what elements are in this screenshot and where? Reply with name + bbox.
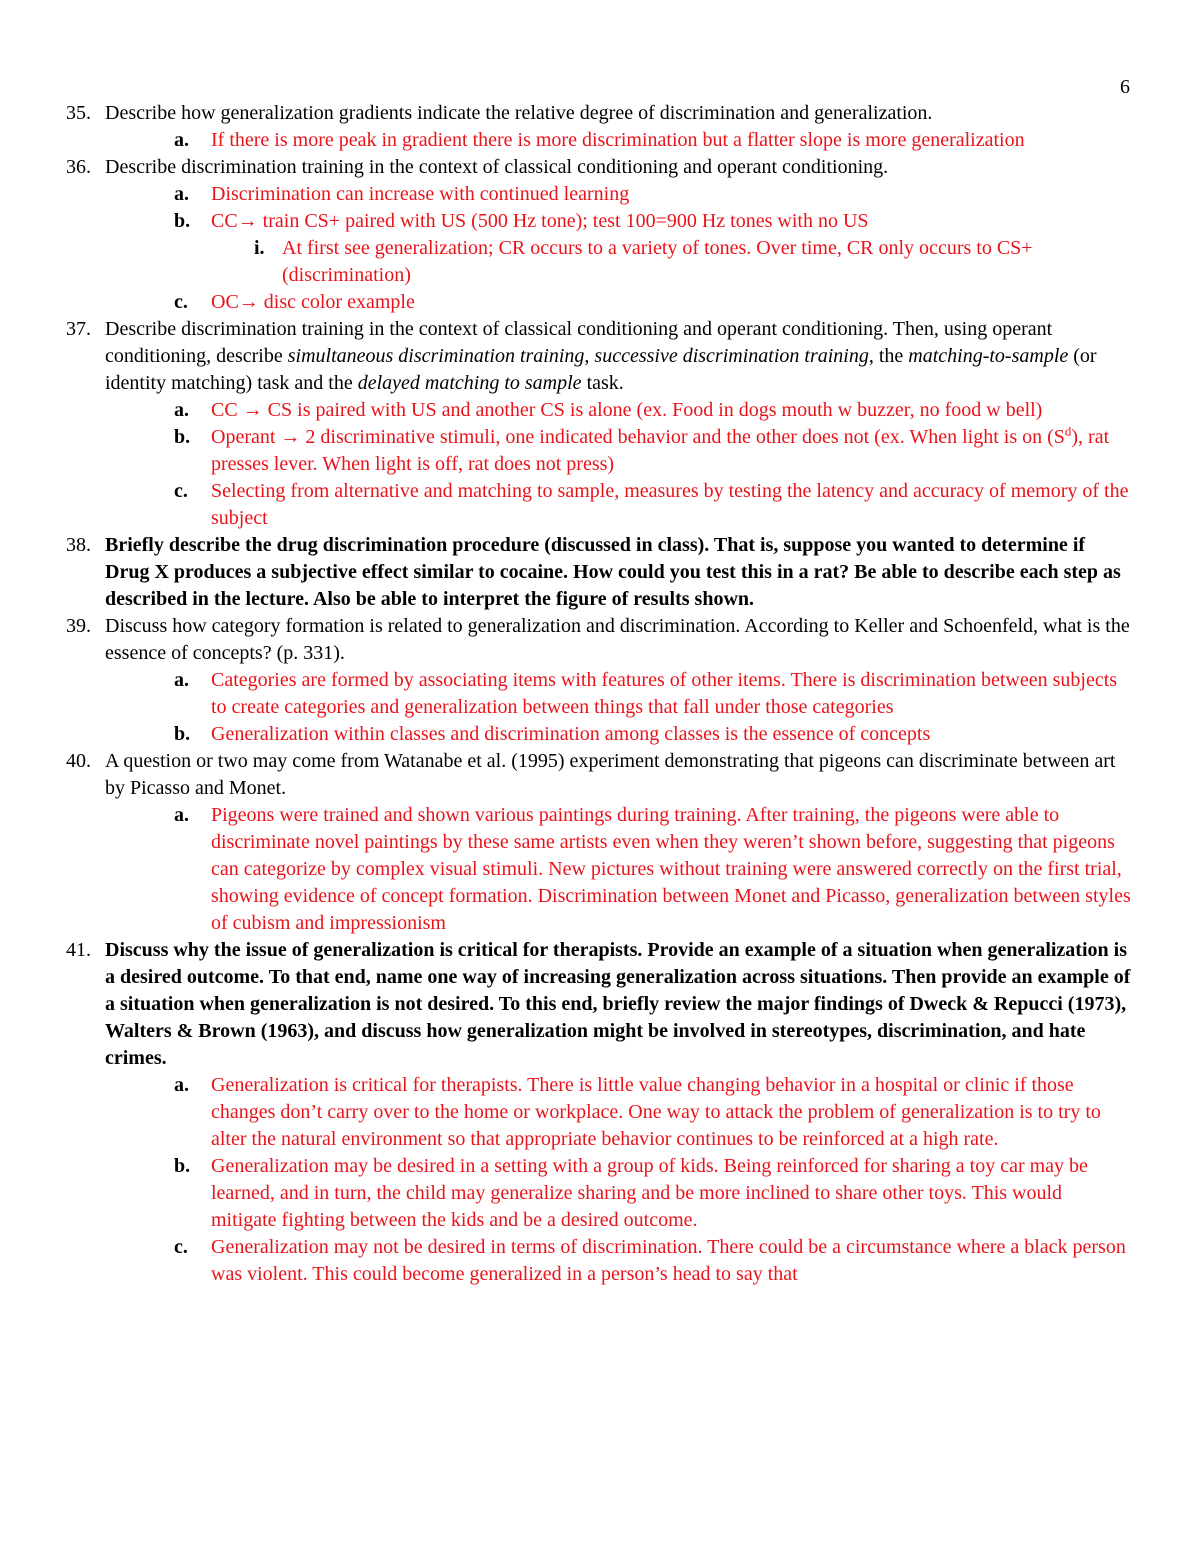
answer-text: Operant → 2 discriminative stimuli, one indicated behavior and the other does not (ex. When light is on $(S^d)$, rat presses lever. When light is off, rat does not press): [211, 423, 1110, 475]
answer-letter: b.: [174, 723, 191, 745]
answer-letter: c.: [174, 291, 188, 313]
question-number: 35.: [66, 102, 91, 124]
answer-letter: c.: [174, 480, 188, 502]
answer-text: Generalization is critical for therapists. There is little value changing behavior in a hospital or clinic if those changes don’t carry over to the home or workplace. One way to attack the problem of generalization is to try to alter the natural environment so that appropriate behavior continues to be reinforced at a high rate.: [211, 1074, 1101, 1150]
question-text: Briefly describe the drug discrimination procedure (discussed in class). That is, suppose you wanted to determine if Drug X produces a subjective effect similar to cocaine. How could you test this in a rat? Be able to describe each step as described in the lecture. Also be able to interpret the figure of results shown.: [105, 534, 1121, 610]
answer-41c: [174, 1234, 1132, 1288]
answer-letter: i.: [254, 237, 265, 259]
answer-37a: [174, 397, 1132, 424]
answer-text: Generalization may be desired in a setting with a group of kids. Being reinforced for sharing a toy car may be learned, and in turn, the child may generalize sharing and be more inclined to share other toys. This would mitigate fighting between the kids and be a desired outcome.: [211, 1155, 1088, 1231]
question-37: [66, 316, 1132, 397]
question-number: 37.: [66, 318, 91, 340]
answer-41a: [174, 1072, 1132, 1153]
answer-letter: a.: [174, 1074, 189, 1096]
answer-37c: [174, 478, 1132, 532]
question-number: 40.: [66, 750, 91, 772]
answer-39b: [174, 721, 1132, 748]
question-text: Describe discrimination training in the context of classical conditioning and operant conditioning. Then, using operant conditioning, describe simultaneous discrimination training, successive discrimination training, the matching-to-sample (or identity matching) task and the delayed matching to sample task.: [105, 318, 1097, 394]
term-delayed-matching: delayed matching to sample: [357, 372, 582, 394]
superscript: d: [1064, 423, 1072, 439]
answer-39a: [174, 667, 1132, 721]
answer-36a: [174, 181, 1132, 208]
answer-41b: [174, 1153, 1132, 1234]
question-number: 39.: [66, 615, 91, 637]
answer-text: OC→ disc color example: [211, 291, 415, 313]
question-40: [66, 748, 1132, 802]
question-35: [66, 100, 1132, 127]
question-list: [66, 100, 1132, 1288]
answer-letter: c.: [174, 1236, 188, 1258]
answer-36b-i: [254, 235, 1132, 289]
question-number: 38.: [66, 534, 91, 556]
answer-36b: [174, 208, 1132, 235]
question-41: [66, 937, 1132, 1072]
answer-letter: b.: [174, 210, 191, 232]
question-36: [66, 154, 1132, 181]
answer-text: CC→ train CS+ paired with US (500 Hz tone); test 100=900 Hz tones with no US: [211, 210, 869, 232]
question-text: Describe discrimination training in the context of classical conditioning and operant conditioning.: [105, 156, 889, 178]
question-text: Discuss how category formation is related to generalization and discrimination. According to Keller and Schoenfeld, what is the essence of concepts? (p. 331).: [105, 615, 1130, 664]
answer-text: Discrimination can increase with continued learning: [211, 183, 630, 205]
answer-text: Pigeons were trained and shown various paintings during training. After training, the pigeons were able to discriminate novel paintings by these same artists even when they weren’t shown before, suggesting that pigeons can categorize by complex visual stimuli. New pictures without training were answered correctly on the first trial, showing evidence of concept formation. Discrimination between Monet and Picasso, generalization between styles of cubism and impressionism: [211, 804, 1131, 934]
answer-36c: [174, 289, 1132, 316]
answer-letter: a.: [174, 669, 189, 691]
answer-text: At first see generalization; CR occurs to a variety of tones. Over time, CR only occurs to CS+ (discrimination): [282, 237, 1033, 286]
answer-35a: [174, 127, 1132, 154]
answer-letter: b.: [174, 426, 191, 448]
question-number: 41.: [66, 939, 91, 961]
answer-text: CC → CS is paired with US and another CS is alone (ex. Food in dogs mouth w buzzer, no food w bell): [211, 399, 1043, 421]
answer-letter: a.: [174, 399, 189, 421]
question-number: 36.: [66, 156, 91, 178]
answer-text: If there is more peak in gradient there is more discrimination but a flatter slope is more generalization: [211, 129, 1025, 151]
answer-text: Selecting from alternative and matching to sample, measures by testing the latency and accuracy of memory of the subject: [211, 480, 1129, 529]
answer-37b: [174, 424, 1132, 478]
question-text: Discuss why the issue of generalization is critical for therapists. Provide an example of a situation when generalization is a desired outcome. To that end, name one way of increasing generalization across situations. Then provide an example of a situation when generalization is not desired. To this end, briefly review the major findings of Dweck & Repucci (1973), Walters & Brown (1963), and discuss how generalization might be involved in stereotypes, discrimination, and hate crimes.: [105, 939, 1131, 1069]
question-text: Describe how generalization gradients indicate the relative degree of discrimination and generalization.: [105, 102, 933, 124]
term-matching-to-sample: matching-to-sample: [908, 345, 1069, 367]
page-number: 6: [1120, 76, 1130, 98]
question-39: [66, 613, 1132, 667]
answer-letter: b.: [174, 1155, 191, 1177]
answer-letter: a.: [174, 804, 189, 826]
question-38: [66, 532, 1132, 613]
answer-letter: a.: [174, 129, 189, 151]
term-simultaneous: simultaneous discrimination training: [287, 345, 585, 367]
answer-text: Categories are formed by associating items with features of other items. There is discrimination between subjects to create categories and generalization between things that fall under those categories: [211, 669, 1118, 718]
answer-text: Generalization may not be desired in terms of discrimination. There could be a circumstance where a black person was violent. This could become generalized in a person’s head to say that: [211, 1236, 1126, 1285]
answer-text: Generalization within classes and discrimination among classes is the essence of concepts: [211, 723, 931, 745]
answer-40a: [174, 802, 1132, 937]
term-successive: successive discrimination training: [594, 345, 869, 367]
question-text: A question or two may come from Watanabe et al. (1995) experiment demonstrating that pigeons can discriminate between art by Picasso and Monet.: [105, 750, 1116, 799]
answer-letter: a.: [174, 183, 189, 205]
